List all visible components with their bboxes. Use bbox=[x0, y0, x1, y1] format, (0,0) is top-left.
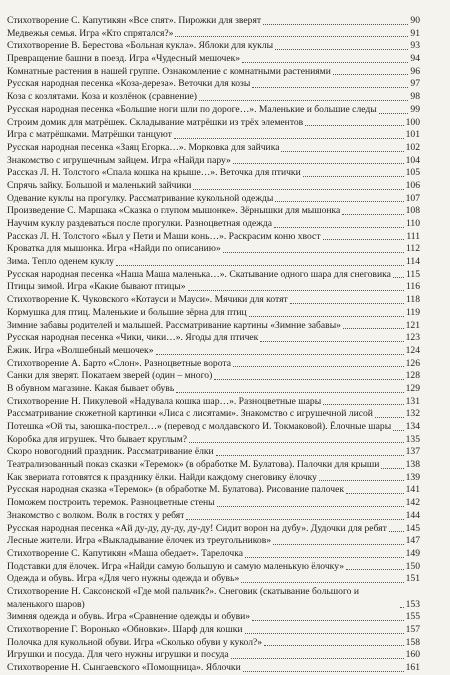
dot-leader bbox=[263, 24, 408, 25]
toc-entry-page: 102 bbox=[405, 141, 420, 153]
dot-leader bbox=[323, 239, 405, 240]
toc-entry bbox=[7, 396, 442, 409]
toc-entry bbox=[7, 472, 442, 485]
toc-entry-title: Подставки для ёлочек. Игра «Найди самую большую и самую маленькую ёлочку» bbox=[7, 560, 345, 572]
dot-leader bbox=[381, 468, 403, 469]
toc-entry bbox=[7, 281, 442, 294]
toc-entry bbox=[7, 78, 442, 91]
toc-entry-title: В обувном магазине. Какая бывает обувь bbox=[7, 382, 175, 394]
dot-leader bbox=[400, 607, 404, 608]
dot-leader bbox=[216, 455, 404, 456]
toc-entry bbox=[7, 104, 442, 117]
dot-leader bbox=[319, 480, 404, 481]
toc-entry bbox=[7, 40, 442, 53]
toc-entry-page: 96 bbox=[410, 65, 420, 77]
toc-entry bbox=[7, 256, 442, 269]
toc-entry-title: Превращение башни в поезд. Игра «Чудесный мешочек» bbox=[7, 53, 241, 65]
toc-entry-page: 97 bbox=[410, 78, 420, 90]
toc-entry-page: 100 bbox=[405, 116, 420, 128]
toc-entry bbox=[7, 129, 442, 142]
toc-entry-title: Как звериата готовятся к празднику ёлки. Найди каждому снеговику ёлочку bbox=[7, 471, 317, 483]
toc-entry bbox=[7, 345, 442, 358]
toc-entry bbox=[7, 561, 442, 574]
dot-leader bbox=[243, 671, 404, 672]
toc-entry bbox=[7, 611, 442, 624]
toc-entry bbox=[7, 218, 442, 231]
dot-leader bbox=[176, 392, 403, 393]
toc-entry-page: 116 bbox=[405, 281, 420, 293]
toc-entry bbox=[7, 383, 442, 396]
toc-entry bbox=[7, 573, 442, 586]
dot-leader bbox=[223, 252, 404, 253]
dot-leader bbox=[116, 265, 404, 266]
toc-entry-title: Поможем построить теремок. Разноцветные стены bbox=[7, 497, 215, 509]
toc-entry-page: 111 bbox=[406, 230, 420, 242]
dot-leader bbox=[260, 341, 403, 342]
toc-entry-title: Ёжик. Игра «Волшебный мешочек» bbox=[7, 344, 154, 356]
toc-entry-title: Стихотворение В. Берестова «Больная кукла». Яблоки для куклы bbox=[7, 40, 274, 52]
dot-leader bbox=[346, 569, 404, 570]
toc-entry-page: 126 bbox=[405, 357, 420, 369]
toc-entry-page: 160 bbox=[405, 649, 420, 661]
toc-entry bbox=[7, 370, 442, 383]
toc-entry-title: Знакомство с игрушечным зайцем. Игра «Найди пару» bbox=[7, 154, 231, 166]
dot-leader bbox=[231, 658, 404, 659]
dot-leader bbox=[186, 519, 403, 520]
dot-leader bbox=[393, 430, 403, 431]
toc-entry bbox=[7, 497, 442, 510]
toc-entry-page: 93 bbox=[410, 40, 420, 52]
toc-entry-title: Одежда и обувь. Игра «Для чего нужны одежда и обувь» bbox=[7, 573, 240, 585]
dot-leader bbox=[249, 316, 404, 317]
dot-leader bbox=[199, 100, 408, 101]
toc-entry-title: Стихотворение Н. Пикулевой «Надувала кошка шар…». Разноцветные шары bbox=[7, 395, 322, 407]
toc-entry-page: 114 bbox=[405, 256, 420, 268]
toc-entry bbox=[7, 307, 442, 320]
toc-entry-title: Стихотворение С. Капутикян «Маша обедает». Тарелочка bbox=[7, 547, 243, 559]
dot-leader bbox=[174, 138, 404, 139]
toc-entry-page: 123 bbox=[405, 332, 420, 344]
toc-entry-page: 99 bbox=[410, 103, 420, 115]
dot-leader bbox=[242, 62, 408, 63]
toc-entry-page: 158 bbox=[405, 636, 420, 648]
toc-entry bbox=[7, 421, 442, 434]
toc-entry-page: 108 bbox=[405, 205, 420, 217]
toc-entry-title: Русская народная песенка «Чики, чики…». Ягоды для птичек bbox=[7, 332, 259, 344]
toc-entry-title: Стихотворение С. Капутикян «Все спят». Пирожки для зверят bbox=[7, 15, 262, 26]
dot-leader bbox=[389, 531, 404, 532]
dot-leader bbox=[275, 49, 408, 50]
toc-entry bbox=[7, 91, 442, 104]
toc-entry bbox=[7, 320, 442, 333]
toc-entry-page: 144 bbox=[405, 509, 420, 521]
toc-entry-page: 153 bbox=[405, 598, 420, 610]
toc-entry-title: Зимние забавы родителей и малышей. Рассматривание картины «Зимние забавы» bbox=[7, 319, 341, 331]
toc-entry bbox=[7, 459, 442, 472]
toc-entry-title: Русская народная песенка «Заяц Егорка…». Морковка для зайчика bbox=[7, 141, 280, 153]
toc-entry bbox=[7, 294, 442, 307]
toc-entry-page: 101 bbox=[405, 129, 420, 141]
dot-leader bbox=[245, 557, 404, 558]
toc-entry-title: Стихотворение К. Чуковского «Котауси и Мауси». Мячики для котят bbox=[7, 294, 288, 306]
toc-entry-page: 145 bbox=[405, 522, 420, 534]
toc-entry-title: Театрализованный показ сказки «Теремок» (в обработке М. Булатова). Палочки для крыши bbox=[7, 459, 380, 471]
dot-leader bbox=[175, 36, 408, 37]
toc-entry bbox=[7, 66, 442, 79]
toc-entry bbox=[7, 637, 442, 650]
toc-entry-page: 110 bbox=[405, 218, 420, 229]
dot-leader bbox=[189, 442, 404, 443]
dot-leader bbox=[273, 544, 404, 545]
dot-leader bbox=[252, 87, 408, 88]
toc-entry-page: 106 bbox=[405, 179, 420, 191]
dot-leader bbox=[245, 633, 404, 634]
dot-leader bbox=[343, 328, 404, 329]
toc-entry-title: Рассматривание сюжетной картинки «Лиса с лисятами». Знакомство с игрушечной лисой bbox=[7, 408, 373, 420]
toc-entry-page: 141 bbox=[405, 484, 420, 496]
toc-entry-title: Комнатные растения в нашей группе. Ознакомление с комнатными растениями bbox=[7, 65, 331, 77]
dot-leader bbox=[264, 645, 404, 646]
dot-leader bbox=[275, 201, 403, 202]
toc-entry-title: Кроватка для мышонка. Игра «Найди по описанию» bbox=[7, 243, 221, 255]
toc-entry-page: 139 bbox=[405, 471, 420, 483]
dot-leader bbox=[290, 303, 404, 304]
toc-entry-title: Рассказ Л. Н. Толстого «Спала кошка на крыше…». Веточка для птички bbox=[7, 167, 301, 179]
dot-leader bbox=[188, 290, 404, 291]
toc-entry bbox=[7, 332, 442, 345]
toc-entry-title: Русская народная сказка «Теремок» (в обработке М. Булатова). Рисование палочек bbox=[7, 484, 344, 496]
toc-entry-page: 98 bbox=[410, 91, 420, 103]
toc-entry-page: 104 bbox=[405, 154, 420, 166]
toc-entry-title: Произведение С. Маршака «Сказка о глупом мышонке». Зёрнышки для мышонка bbox=[7, 205, 341, 217]
toc-entry bbox=[7, 117, 442, 130]
dot-leader bbox=[333, 74, 409, 75]
toc-entry-page: 131 bbox=[405, 395, 420, 407]
toc-entry-title: Одевание куклы на прогулку. Рассматривание кукольной одежды bbox=[7, 192, 274, 204]
toc-entry-page: 147 bbox=[405, 535, 420, 547]
dot-leader bbox=[274, 227, 404, 228]
toc-entry bbox=[7, 662, 442, 675]
toc-entry-page: 91 bbox=[410, 27, 420, 39]
toc-entry-title: Стихотворение Н. Саксонской «Где мой пальчик?». Снеговик (скатывание большого и маленького шаров) bbox=[7, 585, 359, 610]
toc-entry-page: 135 bbox=[405, 433, 420, 445]
toc-entry bbox=[7, 205, 442, 218]
toc-entry-title: Скоро новогодний праздник. Рассматривание ёлки bbox=[7, 446, 214, 458]
toc-entry-page: 155 bbox=[405, 611, 420, 623]
toc-entry-page: 161 bbox=[405, 662, 420, 674]
toc-entry-page: 121 bbox=[405, 319, 420, 331]
toc-entry-page: 105 bbox=[405, 167, 420, 179]
toc-entry-title: Стихотворение А. Барто «Слон». Разноцветные ворота bbox=[7, 357, 231, 369]
toc-entry-page: 124 bbox=[405, 344, 420, 356]
toc-entry-title: Знакомство с волком. Волк в гостях у ребят bbox=[7, 509, 185, 521]
dot-leader bbox=[303, 176, 404, 177]
toc-entry bbox=[7, 15, 442, 28]
toc-entry bbox=[7, 523, 442, 536]
dot-leader bbox=[233, 163, 404, 164]
dot-leader bbox=[393, 277, 404, 278]
toc-entry bbox=[7, 586, 442, 611]
toc-entry bbox=[7, 408, 442, 421]
toc-entry bbox=[7, 167, 442, 180]
toc-entry-title: Научим куклу раздеваться после прогулки. Разноцветная одежда bbox=[7, 218, 273, 229]
toc-entry-page: 149 bbox=[405, 547, 420, 559]
dot-leader bbox=[252, 620, 404, 621]
dot-leader bbox=[346, 493, 404, 494]
toc-entry-page: 118 bbox=[405, 294, 420, 306]
toc-entry-title: Рассказ Л. Н. Толстого «Был у Пети и Маши конь…». Раскрасим коню хвост bbox=[7, 230, 321, 242]
toc-entry-title: Стихотворение Н. Сынгаевского «Помощница». Яблочки bbox=[7, 662, 241, 674]
toc-entry-page: 94 bbox=[410, 53, 420, 65]
toc-entry-page: 150 bbox=[405, 560, 420, 572]
toc-entry bbox=[7, 180, 442, 193]
toc-entry bbox=[7, 193, 442, 206]
toc-entry-title: Коробка для игрушек. Что бывает круглым? bbox=[7, 433, 187, 445]
toc-entry-title: Русская народная песенка «Ай ду-ду, ду-ду, ду-ду! Сидит ворон на дубу». Дудочки для ребят bbox=[7, 522, 387, 534]
toc-entry-page: 112 bbox=[405, 243, 420, 255]
dot-leader bbox=[193, 189, 403, 190]
dot-leader bbox=[233, 366, 404, 367]
toc-entry-page: 157 bbox=[405, 624, 420, 635]
toc-entry bbox=[7, 434, 442, 447]
toc-entry-title: Русская народная песенка «Наша Маша маленька…». Скатывание одного шара для снеговика bbox=[7, 268, 391, 280]
dot-leader bbox=[305, 125, 403, 126]
toc-entry bbox=[7, 243, 442, 256]
toc-entry bbox=[7, 155, 442, 168]
toc-entry bbox=[7, 649, 442, 662]
toc-entry-title: Лесные жители. Игра «Выкладывание ёлочек из треугольников» bbox=[7, 535, 272, 547]
toc-entry bbox=[7, 510, 442, 523]
dot-leader bbox=[375, 417, 404, 418]
toc-entry-page: 134 bbox=[405, 421, 420, 432]
table-of-contents bbox=[7, 15, 442, 675]
toc-entry-title: Птицы зимой. Игра «Какие бывают птицы» bbox=[7, 281, 186, 293]
toc-entry bbox=[7, 358, 442, 371]
toc-entry bbox=[7, 28, 442, 41]
toc-entry-title: Игра с матрёшками. Матрёшки танцуют bbox=[7, 129, 172, 141]
dot-leader bbox=[214, 379, 403, 380]
toc-entry-title: Зима. Тепло оденем куклу bbox=[7, 256, 114, 268]
dot-leader bbox=[217, 506, 404, 507]
toc-entry bbox=[7, 142, 442, 155]
toc-entry-title: Спрячь зайку. Большой и маленький зайчики bbox=[7, 179, 192, 191]
dot-leader bbox=[323, 404, 403, 405]
toc-entry-title: Строим домик для матрёшек. Складывание матрёшки из трёх элементов bbox=[7, 116, 304, 128]
toc-entry-page: 129 bbox=[405, 382, 420, 394]
toc-entry-title: Русская народная песенка «Коза-дереза». Веточки для козы bbox=[7, 78, 251, 90]
toc-entry bbox=[7, 446, 442, 459]
toc-entry bbox=[7, 535, 442, 548]
dot-leader bbox=[241, 582, 403, 583]
toc-entry bbox=[7, 231, 442, 244]
toc-entry-title: Санки для зверят. Покатаем зверей (один – много) bbox=[7, 370, 213, 382]
toc-entry bbox=[7, 269, 442, 282]
toc-entry-page: 138 bbox=[405, 459, 420, 471]
dot-leader bbox=[342, 214, 403, 215]
dot-leader bbox=[379, 113, 409, 114]
toc-entry-page: 90 bbox=[410, 15, 420, 26]
toc-entry bbox=[7, 484, 442, 497]
toc-entry-title: Русская народная песенка «Большие ноги шли по дороге…». Маленькие и большие следы bbox=[7, 103, 377, 115]
toc-entry-page: 128 bbox=[405, 370, 420, 382]
toc-entry-page: 107 bbox=[405, 192, 420, 204]
toc-entry-page: 142 bbox=[405, 497, 420, 509]
dot-leader bbox=[156, 354, 404, 355]
toc-entry-page: 115 bbox=[405, 268, 420, 280]
toc-entry-title: Стихотворение Г. Воронько «Обновки». Шарф для кошки bbox=[7, 624, 243, 635]
toc-entry bbox=[7, 624, 442, 637]
dot-leader bbox=[281, 151, 403, 152]
toc-entry-page: 119 bbox=[405, 306, 420, 318]
toc-entry bbox=[7, 548, 442, 561]
toc-entry-title: Медвежья семья. Игра «Кто спрятался?» bbox=[7, 27, 174, 39]
toc-entry bbox=[7, 53, 442, 66]
toc-entry-title: Игрушки и посуда. Для чего нужны игрушки и посуда bbox=[7, 649, 229, 661]
toc-entry-title: Кормушка для птиц. Маленькие и большие зёрна для птиц bbox=[7, 306, 247, 318]
toc-entry-page: 137 bbox=[405, 446, 420, 458]
toc-entry-page: 132 bbox=[405, 408, 420, 420]
toc-entry-title: Потешка «Ой ты, заюшка-пострел…» (перевод с молдавского И. Токмаковой). Ёлочные шары bbox=[7, 421, 392, 432]
toc-entry-title: Зимняя одежда и обувь. Игра «Сравнение одежды и обуви» bbox=[7, 611, 251, 623]
toc-entry-page: 151 bbox=[405, 573, 420, 585]
toc-entry-title: Коза с козлятами. Коза и козлёнок (сравнение) bbox=[7, 91, 197, 103]
toc-entry-title: Полочка для кукольной обуви. Игра «Сколько обуви у кукол?» bbox=[7, 636, 263, 648]
